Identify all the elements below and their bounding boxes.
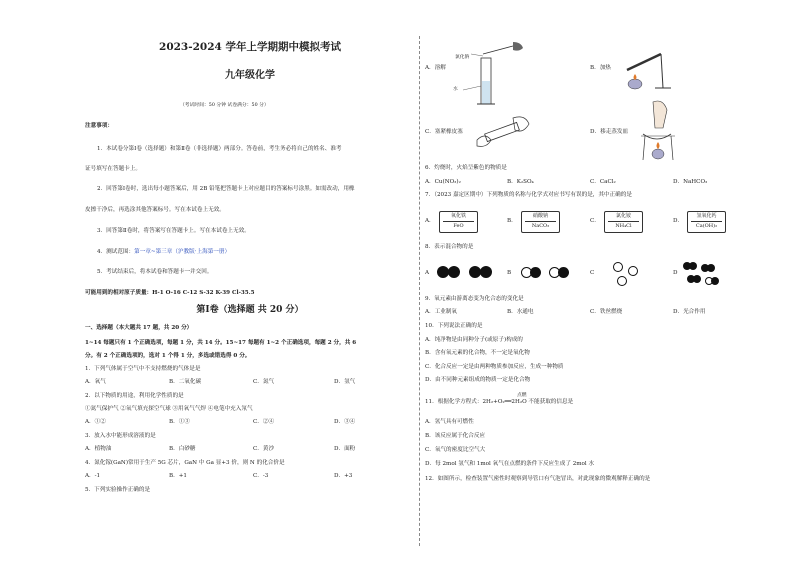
q7-letter-d: D． bbox=[673, 218, 684, 224]
q7-box-d-formula: Ca(OH)₂ bbox=[695, 223, 718, 229]
section1-heading: 一、选择题（本大题共 17 题，共 20 分） bbox=[85, 325, 193, 331]
q8-d-particle bbox=[711, 277, 719, 285]
notice-title: 注意事项： bbox=[85, 123, 113, 129]
q7-letter-b: B． bbox=[507, 218, 517, 224]
q8-letter-b: B bbox=[507, 270, 512, 276]
q9-option-a: A．工业制氧 bbox=[425, 309, 458, 315]
q8-c-particle bbox=[628, 266, 638, 276]
q8-d-particle bbox=[693, 275, 701, 283]
q5-option-b: B．加热 bbox=[590, 65, 611, 71]
evaporating-dish-figure bbox=[635, 98, 685, 162]
q9-option-d: D．光合作用 bbox=[673, 309, 706, 315]
q7-box-d-name: 氢氧化钙 bbox=[696, 213, 717, 219]
q10-option-d: D．由不同种元素组成的物质一定是化合物 bbox=[425, 377, 531, 383]
q10-option-c: C．化合反应一定是由两种物质参加反应，生成一种物质 bbox=[425, 364, 564, 370]
q1-option-b: B．二氧化碳 bbox=[169, 379, 202, 385]
q2-items: ①氮气保护气 ②氧气填充探空气球 ③用氧气气焊 ④电笔中充入氖气 bbox=[85, 406, 253, 412]
q11-option-b: B．该反应属于化合反应 bbox=[425, 433, 486, 439]
q7-box-c bbox=[604, 211, 643, 233]
q11-option-a: A．氢气具有可燃性 bbox=[425, 419, 474, 425]
fig-a-label-water: 水 bbox=[453, 87, 458, 92]
question-11: 11．根据化学方程式：2H₂+O₂══2H₂O 不能获取的信息是 bbox=[425, 399, 574, 405]
atomic-mass: 可能用到的相对原子质量：H-1 O-16 C-12 S-32 K-39 Cl-35.5 bbox=[85, 290, 255, 296]
q7-letter-a: A． bbox=[425, 218, 435, 224]
q4-option-c: C．-3 bbox=[253, 473, 269, 479]
exam-title: 2023-2024 学年上学期期中模拟考试 bbox=[159, 41, 341, 53]
right-column bbox=[425, 0, 725, 562]
q11-option-c: C．氧气的密度比空气大 bbox=[425, 447, 486, 453]
q1-option-d: D．氢气 bbox=[334, 379, 356, 385]
notice-4-range: 第一章~第三章（沪教版·上海第一册） bbox=[134, 249, 231, 255]
section1-desc-b: 分。有 2 个正确选项的，选对 1 个得 1 分，多选或错选得 0 分。 bbox=[85, 353, 251, 359]
notice-4-prefix: 4．测试范围： bbox=[97, 249, 135, 255]
exam-meta: （考试时间：50 分钟 试卷满分：50 分） bbox=[180, 103, 269, 108]
q4-option-b: B．+1 bbox=[169, 473, 187, 479]
q5-option-d: D．移走蒸发皿 bbox=[590, 129, 629, 135]
question-12: 12．如图所示，检查装置气密性时观察到导管口有气泡冒出，对此现象的微观解释正确的是 bbox=[425, 476, 651, 482]
q7-box-a bbox=[439, 211, 478, 233]
q8-letter-a: A bbox=[425, 270, 430, 276]
q7-box-c-name: 氯化铵 bbox=[615, 213, 631, 219]
q6-option-d: D．NaHCO₃ bbox=[673, 179, 708, 185]
question-10: 10．下列说法正确的是 bbox=[425, 323, 483, 329]
q8-d-particle bbox=[689, 262, 697, 270]
q3-option-d: D．面粉 bbox=[334, 446, 356, 452]
dissolving-figure bbox=[453, 36, 533, 108]
notice-4 bbox=[97, 249, 230, 256]
question-3: 3．放入水中能形成溶液的是 bbox=[85, 433, 156, 439]
left-column bbox=[82, 0, 418, 562]
notice-1b: 证号填写在答题卡上。 bbox=[85, 166, 141, 172]
section1-desc-a: 1~14 每题只有 1 个正确选项，每题 1 分，共 14 分。15~17 每题有 1~2 个正确选项，每题 2 分，共 6 bbox=[85, 340, 357, 346]
q1-option-a: A．氧气 bbox=[85, 379, 106, 385]
question-7: 7．（2023 嘉定区期中）下列物质的名称与化学式对应书写有误的是，其中正确的是 bbox=[425, 192, 632, 198]
q9-option-c: C．铁丝燃烧 bbox=[590, 309, 623, 315]
part1-title: 第Ⅰ卷（选择题 共 20 分） bbox=[196, 305, 304, 315]
q7-box-b bbox=[521, 211, 560, 233]
q5-option-c: C．塞紧橡皮塞 bbox=[425, 129, 463, 135]
q8-a-particle bbox=[448, 266, 460, 278]
q11-option-d: D．每 2mol 氢气和 1mol 氧气在点燃的条件下反应生成了 2mol 水 bbox=[425, 461, 595, 467]
q2-option-c: C．②④ bbox=[253, 419, 275, 425]
q2-option-a: A．①② bbox=[85, 419, 106, 425]
q3-option-a: A．植物油 bbox=[85, 446, 112, 452]
q7-box-b-formula: NaCO₃ bbox=[531, 223, 550, 229]
q2-option-b: B．①③ bbox=[169, 419, 190, 425]
q7-box-a-formula: FeO bbox=[453, 223, 464, 229]
q8-b-particle bbox=[530, 267, 541, 278]
exam-subtitle: 九年级化学 bbox=[225, 70, 275, 81]
question-4: 4．氮化镓(GaN)常用于生产 5G 芯片，GaN 中 Ga 显+3 价，则 N 的化合价是 bbox=[85, 460, 285, 466]
q6-option-a: A．Cu(NO₃)₂ bbox=[425, 179, 461, 185]
q3-option-c: C．黄沙 bbox=[253, 446, 275, 452]
column-divider bbox=[419, 36, 420, 546]
question-1: 1．下列气体属于空气中不支持燃烧的气体是是 bbox=[85, 366, 201, 372]
q11-condition: 点燃 bbox=[517, 393, 527, 398]
fig-a-label-salt: 氯化钠 bbox=[455, 55, 470, 60]
notice-2a: 2．回答第Ⅰ卷时，选出每小题答案后，用 2B 铅笔把答题卡上对应题目的答案标号涂黑。如需改动，用橡 bbox=[97, 186, 355, 192]
q7-box-c-formula: NH₄Cl bbox=[615, 223, 632, 229]
question-8: 8．表示混合物的是 bbox=[425, 244, 474, 250]
q9-option-b: B．水通电 bbox=[507, 309, 534, 315]
q5-option-a: A．溶解 bbox=[425, 65, 446, 71]
stopper-figure bbox=[475, 110, 535, 154]
question-9: 9．氧元素由游离态变为化合态的变化是 bbox=[425, 296, 524, 302]
q8-a-particle bbox=[480, 266, 492, 278]
q4-option-d: D．+3 bbox=[334, 473, 353, 479]
notice-2b: 皮擦干净后，再选涂其他答案标号。写在本试卷上无效。 bbox=[85, 207, 225, 213]
q8-letter-c: C bbox=[590, 270, 595, 276]
q6-option-b: B．K₂SO₄ bbox=[507, 179, 534, 185]
q6-option-c: C．CaCl₂ bbox=[590, 179, 616, 185]
notice-5: 5．考试结束后，将本试卷和答题卡一并交回。 bbox=[97, 269, 213, 275]
notice-3: 3．回答第Ⅱ卷时，将答案写在答题卡上。写在本试卷上无效。 bbox=[97, 228, 250, 234]
q8-letter-d: D bbox=[673, 270, 678, 276]
q4-option-a: A．-1 bbox=[85, 473, 101, 479]
q7-letter-c: C． bbox=[590, 218, 600, 224]
notice-1a: 1．本试卷分第Ⅰ卷（选择题）和第Ⅱ卷（非选择题）两部分。答卷前，考生务必将自己的姓名、准考 bbox=[97, 146, 342, 152]
q7-box-b-name: 硝酸钠 bbox=[532, 213, 548, 219]
question-6: 6．灼烧时，火焰呈紫色的物质是 bbox=[425, 165, 507, 171]
q8-c-particle bbox=[613, 262, 623, 272]
q2-option-d: D．③④ bbox=[334, 419, 356, 425]
q7-box-a-name: 氧化铁 bbox=[450, 213, 466, 219]
q7-box-d bbox=[687, 211, 726, 233]
question-5: 5．下列实验操作正确的是 bbox=[85, 487, 151, 493]
q10-option-b: B．含有氧元素的化合物，不一定是氧化物 bbox=[425, 350, 530, 356]
q8-b-particle bbox=[558, 267, 569, 278]
q10-option-a: A．纯净物是由同种分子(或原子)构成的 bbox=[425, 337, 523, 343]
q1-option-c: C．氮气 bbox=[253, 379, 275, 385]
heating-figure bbox=[613, 40, 673, 92]
q8-d-particle bbox=[707, 264, 715, 272]
question-2: 2．以下物质的用途，利用化学性质的是 bbox=[85, 393, 184, 399]
q3-option-b: B．白砂糖 bbox=[169, 446, 196, 452]
q8-c-particle bbox=[617, 276, 627, 286]
